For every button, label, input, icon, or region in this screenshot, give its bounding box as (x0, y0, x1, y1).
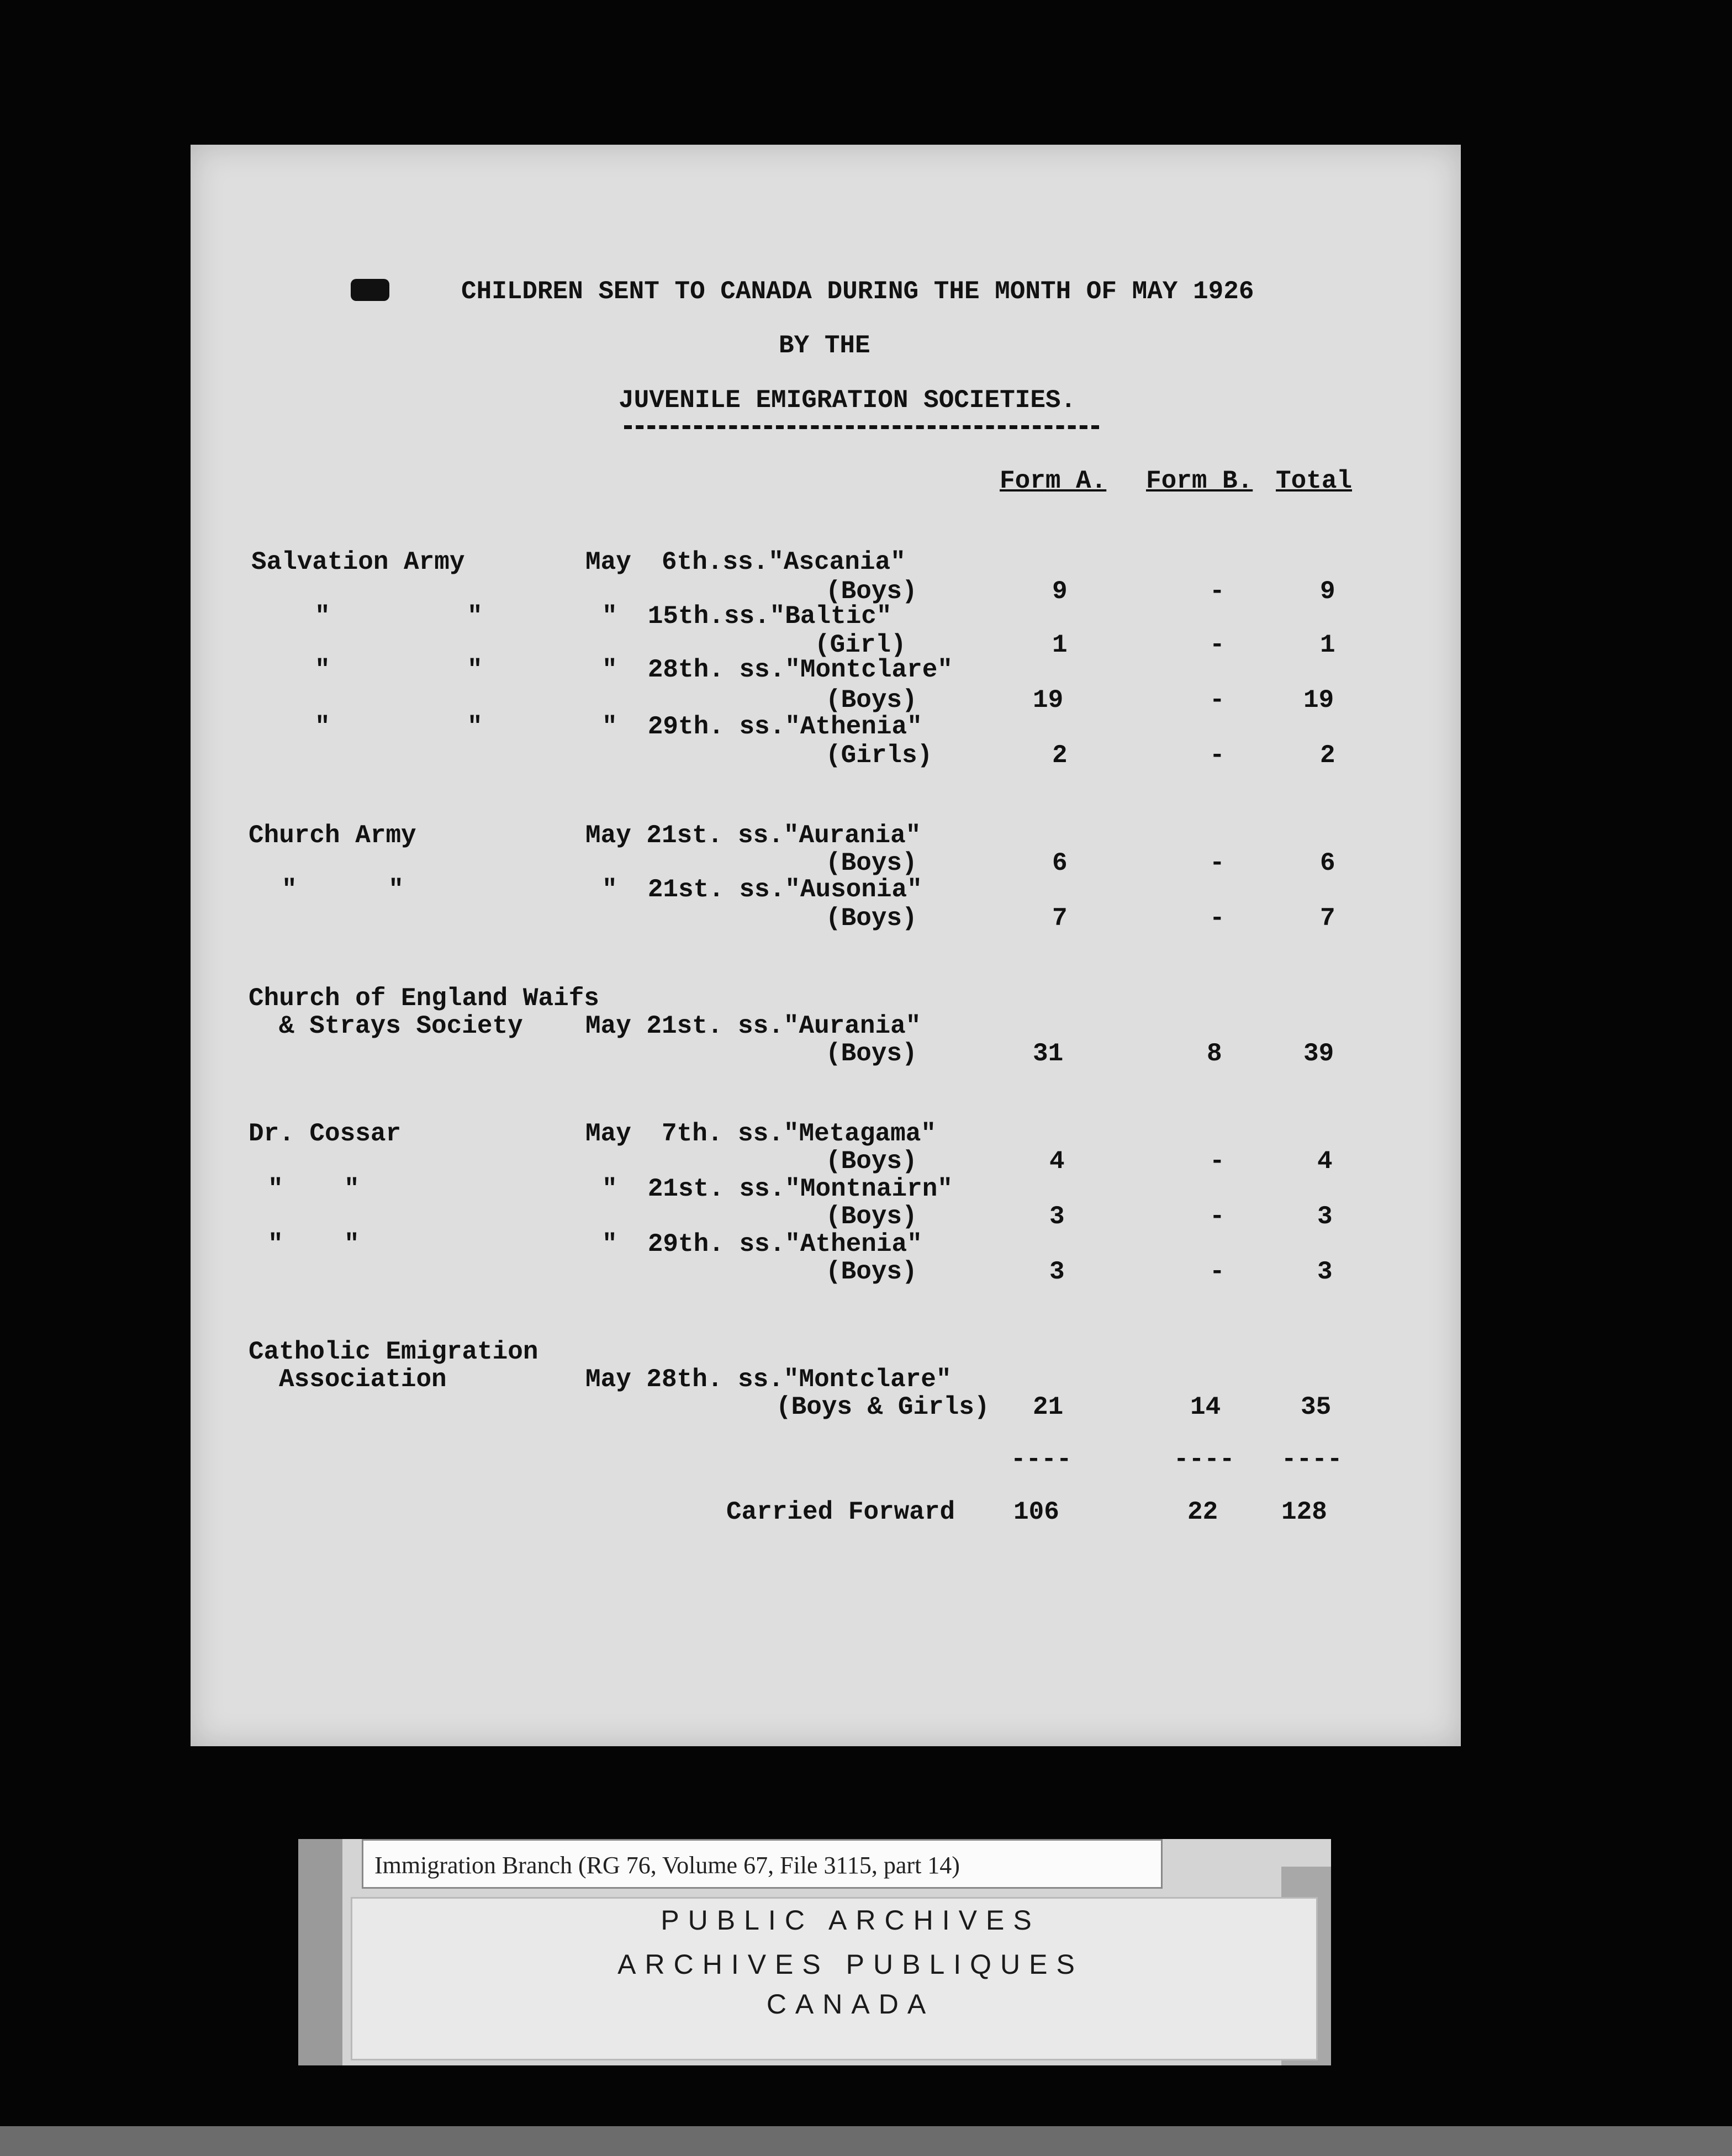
society-name: Catholic Emigration (249, 1338, 538, 1366)
carried-forward-label: Carried Forward (726, 1498, 955, 1526)
sum-rule-total: ---- (1281, 1445, 1343, 1474)
form-b-value: - (1210, 577, 1225, 606)
column-header-total: Total (1276, 467, 1353, 495)
sailing-date-ship: " 29th. ss."Athenia" (602, 1230, 922, 1259)
child-category: (Boys) (826, 904, 917, 933)
carried-forward-total: 128 (1281, 1498, 1327, 1526)
society-name: Church of England Waifs (249, 984, 599, 1013)
document-subtitle-by: BY THE (779, 331, 870, 360)
child-category: (Boys) (826, 577, 917, 606)
form-a-value: 1 (1052, 631, 1068, 659)
child-category: (Girls) (826, 741, 933, 770)
society-name-line2: & Strays Society (279, 1012, 523, 1040)
form-a-value: 6 (1052, 849, 1068, 878)
document-subtitle-societies: JUVENILE EMIGRATION SOCIETIES. (619, 386, 1076, 415)
document-title: CHILDREN SENT TO CANADA DURING THE MONTH OF MAY 1926 (461, 277, 1254, 306)
ditto-society: " " (315, 712, 483, 741)
child-category: (Boys) (826, 1147, 917, 1176)
society-name: Dr. Cossar (249, 1119, 402, 1148)
form-b-value: - (1210, 631, 1225, 659)
child-category: (Boys) (826, 686, 917, 715)
ditto-society: " " (315, 602, 483, 631)
form-a-value: 9 (1052, 577, 1068, 606)
title-underline (624, 425, 1099, 429)
child-category: (Boys) (826, 1202, 917, 1231)
stamp-line-archives-publiques: ARCHIVES PUBLIQUES (617, 1949, 1084, 1980)
total-value: 3 (1317, 1202, 1333, 1231)
sailing-date-ship: " 21st. ss."Montnairn" (602, 1175, 953, 1203)
child-category: (Girl) (815, 631, 906, 659)
ditto-society: " " (282, 875, 404, 904)
total-value: 39 (1303, 1039, 1334, 1068)
total-value: 35 (1301, 1393, 1332, 1422)
form-a-value: 7 (1052, 904, 1068, 933)
form-a-value: 2 (1052, 741, 1068, 770)
form-a-value: 21 (1033, 1393, 1064, 1422)
film-edge (0, 2126, 1732, 2156)
society-name-line2: Association (279, 1365, 447, 1394)
sailing-date-ship: May 7th. ss."Metagama" (585, 1119, 936, 1148)
sailing-date-ship: May 21st. ss."Aurania" (585, 1012, 921, 1040)
child-category: (Boys) (826, 849, 917, 878)
form-b-value: - (1210, 686, 1225, 715)
total-value: 6 (1320, 849, 1335, 878)
stamp-line-canada: CANADA (766, 1989, 935, 2020)
carried-forward-form-a: 106 (1013, 1498, 1059, 1526)
sailing-date-ship: May 28th. ss."Montclare" (585, 1365, 952, 1394)
form-b-value: - (1210, 741, 1225, 770)
sailing-date-ship: " 28th. ss."Montclare" (602, 656, 953, 684)
total-value: 1 (1320, 631, 1335, 659)
form-b-value: 14 (1190, 1393, 1221, 1422)
form-a-value: 19 (1033, 686, 1064, 715)
stamp-line-public-archives: PUBLIC ARCHIVES (661, 1905, 1041, 1936)
ink-blot (351, 279, 389, 301)
form-b-value: - (1210, 849, 1225, 878)
sailing-date-ship: " 21st. ss."Ausonia" (602, 875, 922, 904)
society-name: Salvation Army (251, 548, 465, 577)
sailing-date-ship: May 6th.ss."Ascania" (585, 548, 906, 577)
form-b-value: - (1210, 1257, 1225, 1286)
sailing-date-ship: " 15th.ss."Baltic" (602, 602, 892, 631)
form-b-value: - (1210, 1147, 1225, 1176)
sailing-date-ship: May 21st. ss."Aurania" (585, 821, 921, 850)
column-header-form-a: Form A. (1000, 467, 1107, 495)
carried-forward-form-b: 22 (1187, 1498, 1218, 1526)
form-b-value: - (1210, 904, 1225, 933)
form-a-value: 3 (1049, 1202, 1065, 1231)
total-value: 9 (1320, 577, 1335, 606)
ditto-society: " " (315, 656, 483, 684)
sum-rule-form-b: ---- (1174, 1445, 1235, 1474)
form-a-value: 4 (1049, 1147, 1065, 1176)
child-category: (Boys) (826, 1257, 917, 1286)
total-value: 19 (1303, 686, 1334, 715)
reference-tag: Immigration Branch (RG 76, Volume 67, File 3115, part 14) (362, 1839, 1163, 1889)
ditto-society: " " (268, 1175, 360, 1203)
column-header-form-b: Form B. (1146, 467, 1253, 495)
form-a-value: 31 (1033, 1039, 1064, 1068)
sum-rule-form-a: ---- (1011, 1445, 1072, 1474)
form-b-value: 8 (1207, 1039, 1222, 1068)
total-value: 2 (1320, 741, 1335, 770)
sailing-date-ship: " 29th. ss."Athenia" (602, 712, 922, 741)
total-value: 7 (1320, 904, 1335, 933)
child-category: (Boys & Girls) (776, 1393, 990, 1422)
form-b-value: - (1210, 1202, 1225, 1231)
ditto-society: " " (268, 1230, 360, 1259)
child-category: (Boys) (826, 1039, 917, 1068)
form-a-value: 3 (1049, 1257, 1065, 1286)
total-value: 3 (1317, 1257, 1333, 1286)
society-name: Church Army (249, 821, 416, 850)
total-value: 4 (1317, 1147, 1333, 1176)
